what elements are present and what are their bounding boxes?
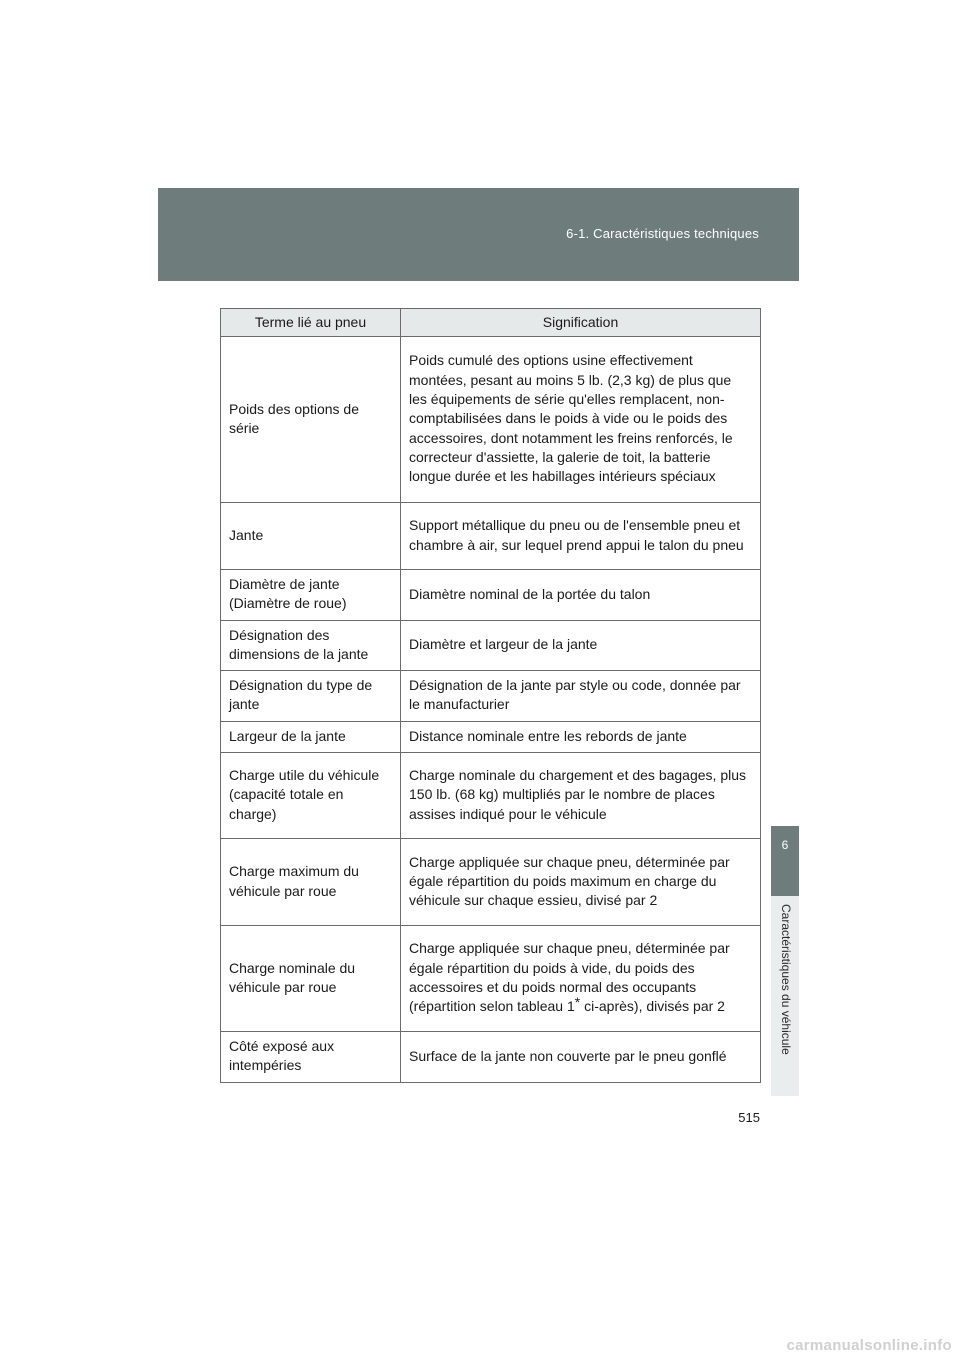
term-cell: Désignation des dimensions de la jante: [221, 620, 401, 671]
term-cell: Jante: [221, 503, 401, 570]
table-row: [221, 620, 761, 671]
table-header-row: [221, 309, 761, 337]
term-cell: Largeur de la jante: [221, 721, 401, 752]
meaning-cell: Diamètre et largeur de la jante: [401, 620, 761, 671]
watermark: carmanualsonline.info: [786, 1337, 952, 1354]
meaning-cell: Poids cumulé des options usine effectivement montées, pesant au moins 5 lb. (2,3 kg) de plus que les équipements de série qu'elles remplacent, non-comptabilisées dans le poids à vide ou le poids des accessoires, dont notamment les freins renforcés, le correcteur d'assiette, la galerie de toit, la batterie longue durée et les habillages intérieurs spéciaux: [401, 337, 761, 503]
table-row: [221, 503, 761, 570]
term-cell: Charge maximum du véhicule par roue: [221, 839, 401, 926]
table-row: [221, 671, 761, 722]
term-cell: Côté exposé aux intempéries: [221, 1032, 401, 1083]
meaning-cell: Distance nominale entre les rebords de jante: [401, 721, 761, 752]
chapter-number: 6: [781, 838, 789, 852]
footnote-mark: *: [574, 994, 581, 1011]
term-cell: Désignation du type de jante: [221, 671, 401, 722]
meaning-cell: Charge nominale du chargement et des bagages, plus 150 lb. (68 kg) multipliés par le nombre de places assises indiqué pour le véhicule: [401, 753, 761, 839]
meaning-cell: Diamètre nominal de la portée du talon: [401, 570, 761, 621]
chapter-tab: [771, 826, 799, 896]
table-row: [221, 337, 761, 503]
chapter-label: Caractéristiques du véhicule: [779, 904, 793, 1055]
meaning-cell: Désignation de la jante par style ou code, donnée par le manufacturier: [401, 671, 761, 722]
column-header-term: Terme lié au pneu: [221, 309, 401, 337]
column-header-meaning: Signification: [401, 309, 761, 337]
table-row: [221, 570, 761, 621]
section-header-band: [158, 188, 799, 281]
term-cell: Charge nominale du véhicule par roue: [221, 926, 401, 1032]
table-row: [221, 839, 761, 926]
table-row: [221, 721, 761, 752]
meaning-cell: [401, 926, 761, 1032]
meaning-text-end: ci-après), divisés par 2: [580, 998, 725, 1015]
term-cell: Poids des options de série: [221, 337, 401, 503]
table-row: [221, 926, 761, 1032]
meaning-cell: Charge appliquée sur chaque pneu, déterminée par égale répartition du poids maximum en charge du véhicule sur chaque essieu, divisé par 2: [401, 839, 761, 926]
meaning-text-start: Charge appliquée sur chaque pneu, déterminée par égale répartition du poids à vide, du poids des accessoires et du poids normal des occupants (répartition selon tableau 1: [409, 940, 730, 1015]
table-row: [221, 753, 761, 839]
table-row: [221, 1032, 761, 1083]
page-number: 515: [738, 1110, 760, 1125]
term-cell: Charge utile du véhicule (capacité totale en charge): [221, 753, 401, 839]
tire-terms-table: [220, 308, 761, 1083]
term-cell: Diamètre de jante (Diamètre de roue): [221, 570, 401, 621]
section-title: 6-1. Caractéristiques techniques: [566, 226, 759, 241]
meaning-cell: Surface de la jante non couverte par le pneu gonflé: [401, 1032, 761, 1083]
meaning-cell: Support métallique du pneu ou de l'ensemble pneu et chambre à air, sur lequel prend appui le talon du pneu: [401, 503, 761, 570]
